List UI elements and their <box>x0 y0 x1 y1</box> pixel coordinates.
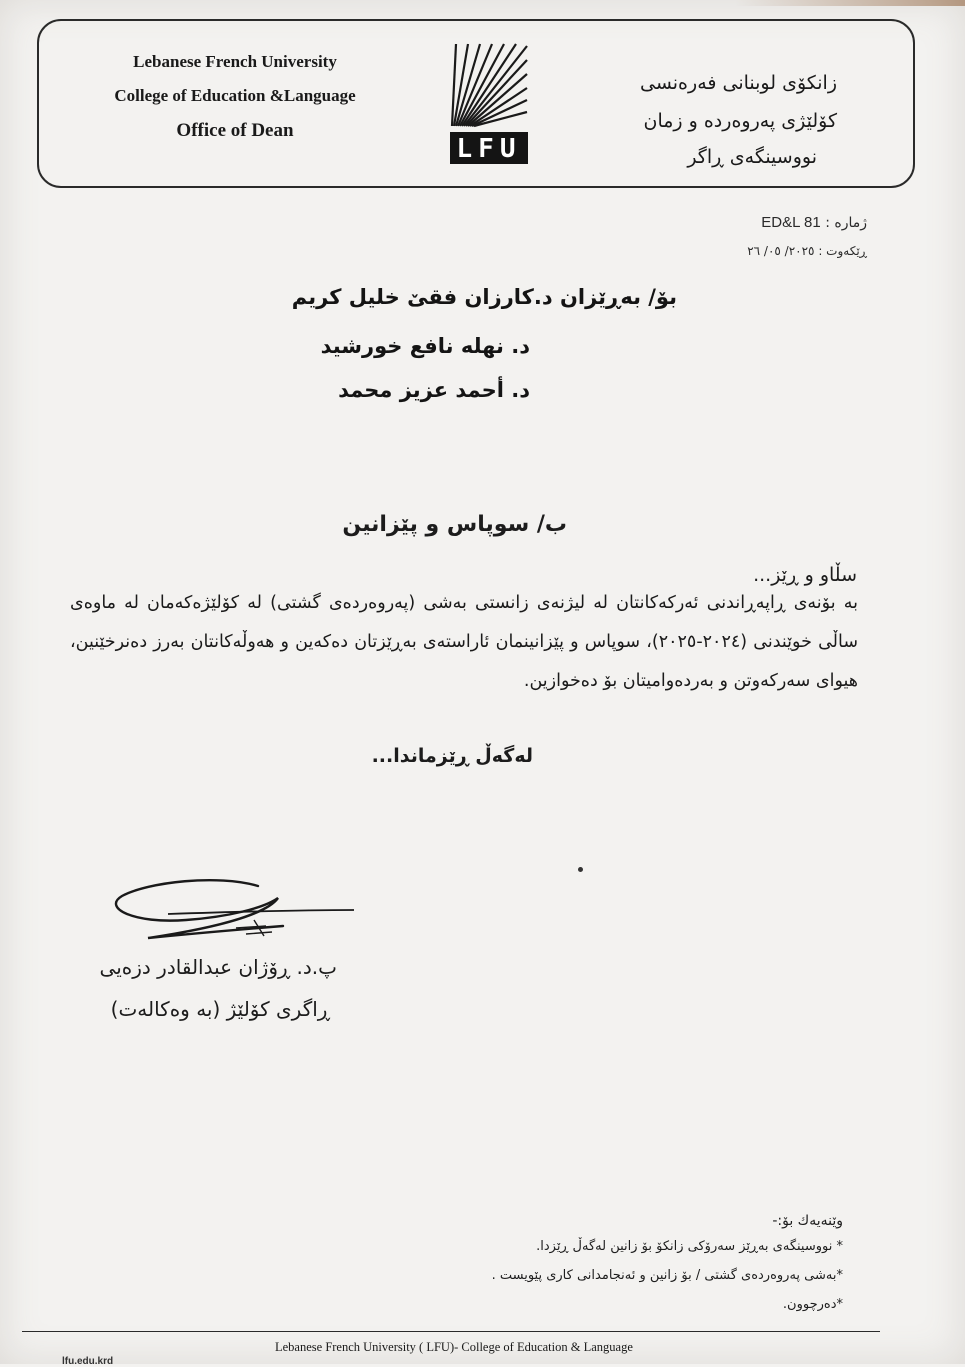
header-ku-office: نووسینگەی ڕاگر <box>687 146 817 168</box>
letter-subject: ب/ سوپاس و پێزانین <box>342 512 567 537</box>
copy-item: *دەرچوون. <box>782 1297 843 1312</box>
letter-closing: لەگەڵ ڕێزماندا... <box>371 745 533 767</box>
header-ku-university: زانكۆی لوبنانی فەرەنسی <box>639 72 837 94</box>
header-en-university: Lebanese French University <box>133 52 337 71</box>
footer-text: Lebanese French University ( LFU)- College of Education & Language <box>275 1340 633 1354</box>
reference-date-value: ٢٠٢٥/ ٠٥/ ٢٦ <box>747 244 815 258</box>
letter-greeting: سڵاو و ڕێز... <box>753 564 857 586</box>
signer-name: پ.د. ڕۆژان عبدالقادر دزەیی <box>99 955 337 979</box>
handwritten-signature <box>108 868 358 948</box>
paper-corner-stain <box>735 0 965 6</box>
footer-divider <box>22 1331 880 1332</box>
copy-item: *بەشی پەروەردەی گشتی / بۆ زانین و ئەنجامدانی كاری پێویست . <box>491 1268 843 1283</box>
header-en-college: College of Education &Language <box>114 86 356 105</box>
footer-website: lfu.edu.krd <box>62 1356 114 1367</box>
copies-heading: وێنەیەك بۆ:- <box>772 1213 843 1229</box>
reference-number-label: ژمارە : <box>825 215 867 231</box>
reference-number <box>761 214 867 231</box>
reference-number-value: ED&L 81 <box>761 214 821 231</box>
copy-item: * نووسینگەی بەڕێز سەرۆكی زانكۆ بۆ زانین لەگەڵ ڕێزدا. <box>536 1239 843 1254</box>
ink-speck <box>578 867 583 872</box>
recipient-line-1: بۆ/ بەڕێزان د.كارزان فقێ خلیل كریم <box>291 285 677 309</box>
header-en-office: Office of Dean <box>176 120 294 141</box>
reference-date-label: ڕێكەوت : <box>818 244 867 258</box>
letter-body: بە بۆنەی ڕاپەڕاندنی ئەركەكانتان لە لیژنەی زانستی بەشی (پەروەردەی گشتی) لە كۆلێژەكەمان لە ماوەی ساڵی خوێندنی (٢٠٢٤-٢٠٢٥)، سوپاس و پێزانینمان ئاراستەی بەڕێزتان دەكەین و هەوڵەكانتان بەرز دەنرخێنین، هیوای سەركەوتن و بەردەوامیتان بۆ دەخوازین. <box>70 593 858 691</box>
signer-title: ڕاگری كۆلێژ (بە وەكالەت) <box>110 997 330 1021</box>
reference-date <box>747 244 867 258</box>
recipient-line-3: د. أحمد عزیز محمد <box>338 378 530 402</box>
header-ku-college: كۆلێژی پەروەردە و زمان <box>643 110 837 132</box>
lfu-logo-text: LFU <box>456 134 522 164</box>
recipient-line-2: د. نهله نافع خورشید <box>320 334 530 358</box>
